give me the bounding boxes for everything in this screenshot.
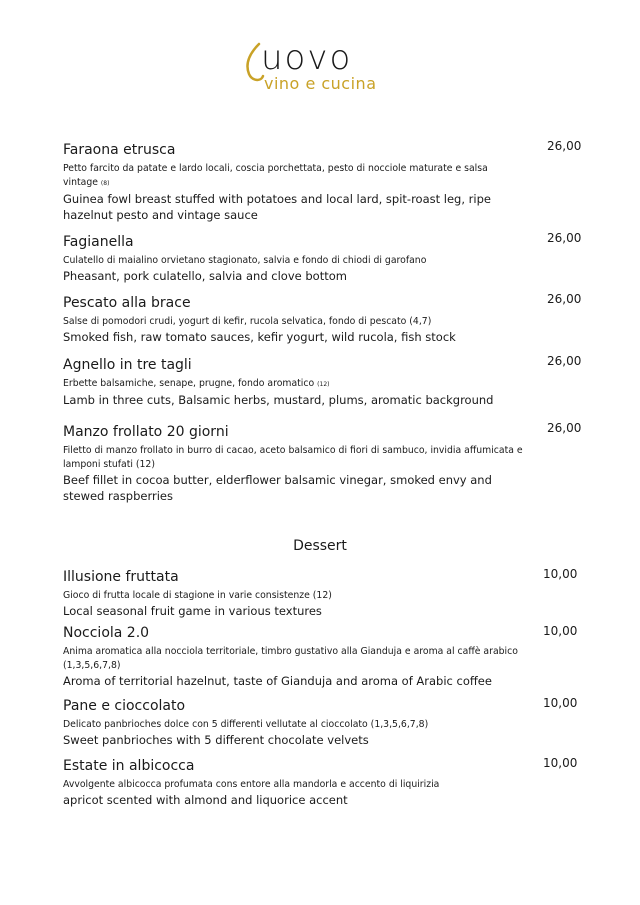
item-desc-en: Aroma of territorial hazelnut, taste of Gianduja and aroma of Arabic coffee: [63, 674, 492, 688]
logo: [243, 40, 383, 98]
item-desc-it: Petto farcito da patate e lardo locali, coscia porchettata, pesto di nocciole maturate e salsa vintage (8): [63, 163, 488, 188]
item-desc-it: Filetto di manzo frollato in burro di cacao, aceto balsamico di fiori di sambuco, invidia affumicata e lamponi stufati (12): [63, 445, 523, 470]
item-desc-it: Erbette balsamiche, senape, prugne, fondo aromatico (12): [63, 378, 330, 389]
item-desc-en: Lamb in three cuts, Balsamic herbs, mustard, plums, aromatic background: [63, 393, 494, 407]
item-desc-it: Gioco di frutta locale di stagione in varie consistenze (12): [63, 590, 332, 601]
brand-tagline: [264, 74, 377, 93]
item-desc-it: Delicato panbrioches dolce con 5 differenti vellutate al cioccolato (1,3,5,6,7,8): [63, 719, 429, 730]
item-title: Estate in albicocca: [63, 758, 195, 774]
item-title: Agnello in tre tagli: [63, 357, 192, 373]
item-title: Nocciola 2.0: [63, 625, 150, 641]
item-price: 26,00: [547, 139, 582, 153]
item-title: Manzo frollato 20 giorni: [63, 424, 229, 440]
item-price: 10,00: [543, 567, 578, 581]
tagline-post: cucina: [315, 74, 377, 93]
menu-item: [63, 568, 523, 619]
item-price: 10,00: [543, 624, 578, 638]
item-desc-en: Sweet panbrioches with 5 different chocolate velvets: [63, 733, 369, 747]
item-desc-en: Local seasonal fruit game in various textures: [63, 604, 322, 618]
item-desc-it: Avvolgente albicocca profumata cons entore alla mandorla e accento di liquirizia: [63, 779, 440, 790]
brand-name: uovo: [261, 38, 353, 78]
section-title-dessert: Dessert: [293, 538, 347, 554]
item-price: 10,00: [543, 696, 578, 710]
menu-item: [63, 233, 523, 284]
item-price: 26,00: [547, 231, 582, 245]
item-desc-en: Pheasant, pork culatello, salvia and clove bottom: [63, 269, 347, 283]
menu-item: [63, 757, 523, 808]
item-desc-en: Guinea fowl breast stuffed with potatoes and local lard, spit-roast leg, ripe hazelnut pesto and vintage sauce: [63, 192, 491, 222]
item-price: 26,00: [547, 292, 582, 306]
item-title: Pane e cioccolato: [63, 698, 186, 714]
menu-item: [63, 141, 523, 223]
allergens: (8): [100, 180, 110, 187]
item-title: Pescato alla brace: [63, 295, 191, 311]
tagline-accent: e: [305, 74, 316, 93]
tagline-pre: vino: [264, 74, 306, 93]
item-desc-it: Culatello di maialino orvietano stagionato, salvia e fondo di chiodi di garofano: [63, 255, 427, 266]
item-desc-it: Salse di pomodori crudi, yogurt di kefir, rucola selvatica, fondo di pescato (4,7): [63, 316, 432, 327]
item-desc-en: Beef fillet in cocoa butter, elderflower balsamic vinegar, smoked envy and stewed raspberries: [63, 473, 492, 503]
menu-item: [63, 294, 523, 345]
item-price: 26,00: [547, 354, 582, 368]
item-desc-en: Smoked fish, raw tomato sauces, kefir yogurt, wild rucola, fish stock: [63, 330, 456, 344]
item-title: Fagianella: [63, 234, 134, 250]
item-desc-it: Anima aromatica alla nocciola territoriale, timbro gustativo alla Gianduja e aroma al caffè arabico (1,3,5,6,7,8): [63, 646, 518, 671]
item-price: 10,00: [543, 756, 578, 770]
item-title: Illusione fruttata: [63, 569, 179, 585]
item-desc-en: apricot scented with almond and liquorice accent: [63, 793, 348, 807]
allergens: (12): [317, 381, 330, 388]
menu-item: [63, 423, 523, 504]
item-title: Faraona etrusca: [63, 142, 176, 158]
menu-item: [63, 356, 523, 408]
item-price: 26,00: [547, 421, 582, 435]
menu-item: [63, 697, 523, 748]
menu-item: [63, 624, 523, 689]
